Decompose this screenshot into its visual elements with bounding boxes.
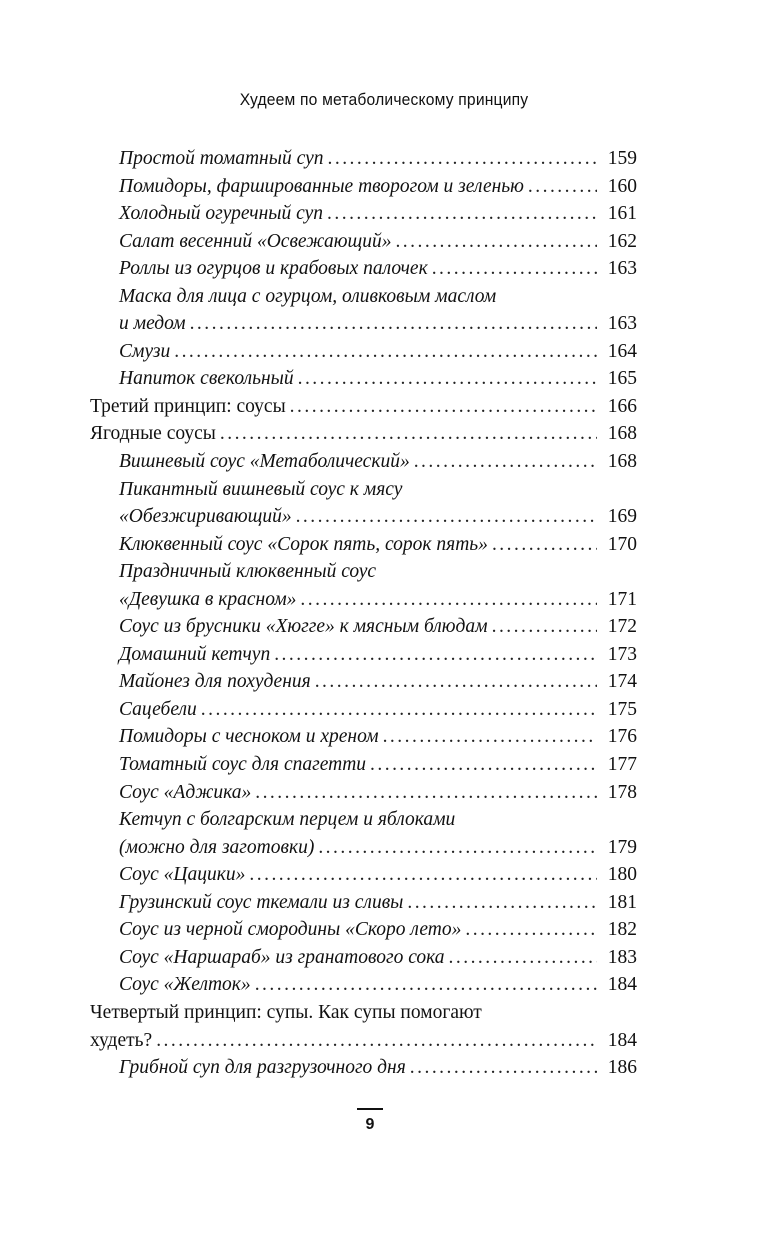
toc-entry bbox=[0, 999, 768, 1027]
toc-entry-page: 161 bbox=[607, 203, 637, 225]
toc-entry-line bbox=[119, 723, 637, 751]
toc-entry bbox=[0, 338, 768, 366]
toc-entry-title: Сацебели bbox=[119, 698, 197, 720]
toc-entry bbox=[0, 668, 768, 696]
toc-entry-page: 160 bbox=[607, 175, 637, 197]
toc-entry bbox=[0, 751, 768, 779]
toc-entry bbox=[0, 173, 768, 201]
toc-entry bbox=[0, 944, 768, 972]
toc-entry-title: Соус «Наршараб» из гранатового сока bbox=[119, 946, 445, 968]
toc-dot-leader bbox=[410, 1054, 597, 1082]
toc-entry-page: 164 bbox=[607, 340, 637, 362]
toc-entry bbox=[0, 448, 768, 476]
toc-entry bbox=[0, 503, 768, 531]
toc-entry-line bbox=[119, 283, 637, 311]
toc-entry bbox=[0, 971, 768, 999]
toc-dot-leader bbox=[492, 613, 597, 641]
toc-entry bbox=[0, 916, 768, 944]
toc-entry bbox=[0, 1054, 768, 1082]
toc-entry-page: 168 bbox=[607, 451, 637, 473]
toc-dot-leader bbox=[449, 944, 597, 972]
toc-entry bbox=[0, 861, 768, 889]
toc-entry bbox=[0, 641, 768, 669]
toc-entry-title: Салат весенний «Освежающий» bbox=[119, 230, 392, 252]
toc-entry bbox=[0, 255, 768, 283]
toc-entry-line bbox=[119, 696, 637, 724]
toc-dot-leader bbox=[298, 365, 597, 393]
toc-entry-page: 184 bbox=[607, 974, 637, 996]
toc-dot-leader bbox=[414, 448, 597, 476]
toc-entry-page: 177 bbox=[607, 754, 637, 776]
toc-entry bbox=[0, 228, 768, 256]
toc-entry-line bbox=[119, 145, 637, 173]
toc-entry-title: Соус «Желток» bbox=[119, 974, 251, 996]
toc-entry-line bbox=[90, 420, 637, 448]
toc-dot-leader bbox=[300, 586, 597, 614]
toc-entry bbox=[0, 613, 768, 641]
toc-entry-title: Помидоры, фаршированные творогом и зеленью bbox=[119, 175, 524, 197]
toc-entry bbox=[0, 586, 768, 614]
toc-entry-title: Томатный соус для спагетти bbox=[119, 754, 367, 776]
toc-entry-line bbox=[119, 531, 637, 559]
toc-entry bbox=[0, 558, 768, 586]
toc-entry-line bbox=[119, 779, 637, 807]
toc-entry-page: 166 bbox=[607, 395, 637, 417]
toc-entry-title: Смузи bbox=[119, 340, 171, 362]
toc-entry-line bbox=[119, 668, 637, 696]
toc-entry bbox=[0, 834, 768, 862]
toc-entry-page: 184 bbox=[607, 1029, 637, 1051]
toc-entry bbox=[0, 393, 768, 421]
toc-entry-page: 173 bbox=[607, 643, 637, 665]
toc-dot-leader bbox=[290, 393, 597, 421]
toc-entry bbox=[0, 420, 768, 448]
toc-entry-title: Грузинский соус ткемали из сливы bbox=[119, 891, 404, 913]
toc-entry-title: Соус «Цацики» bbox=[119, 864, 246, 886]
toc-entry-page: 178 bbox=[607, 781, 637, 803]
toc-dot-leader bbox=[370, 751, 597, 779]
toc-dot-leader bbox=[318, 834, 597, 862]
toc-entry-title: Третий принцип: соусы bbox=[90, 395, 286, 417]
toc-dot-leader bbox=[156, 1027, 597, 1055]
toc-entry bbox=[0, 365, 768, 393]
toc-entry-title: Четвертый принцип: супы. Как супы помогают bbox=[90, 1001, 482, 1023]
toc-entry-line bbox=[119, 586, 637, 614]
toc-entry-line bbox=[119, 255, 637, 283]
toc-entry-line bbox=[119, 448, 637, 476]
page-number-rule bbox=[357, 1108, 383, 1110]
toc-entry-title: Вишневый соус «Метаболический» bbox=[119, 451, 410, 473]
toc-entry-title: Соус из брусники «Хюгге» к мясным блюдам bbox=[119, 616, 488, 638]
toc-entry-page: 176 bbox=[607, 726, 637, 748]
toc-entry-page: 180 bbox=[607, 864, 637, 886]
toc-entry-line bbox=[119, 751, 637, 779]
toc-entry-title: (можно для заготовки) bbox=[119, 836, 315, 858]
toc-dot-leader bbox=[296, 503, 597, 531]
toc-entry-page: 169 bbox=[607, 506, 637, 528]
toc-entry-line bbox=[90, 393, 637, 421]
toc-entry-title: Холодный огуречный суп bbox=[119, 203, 324, 225]
toc-entry-line bbox=[119, 613, 637, 641]
toc-entry-title: Соус из черной смородины «Скоро лето» bbox=[119, 919, 462, 941]
toc-entry-line bbox=[119, 476, 637, 504]
toc-entry-line bbox=[119, 806, 637, 834]
toc-entry-page: 171 bbox=[607, 588, 637, 610]
toc-entry-page: 179 bbox=[607, 836, 637, 858]
toc-entry-page: 162 bbox=[607, 230, 637, 252]
toc-entry-title: и медом bbox=[119, 313, 186, 335]
toc-entry-line bbox=[119, 310, 637, 338]
toc-entry-title: Грибной суп для разгрузочного дня bbox=[119, 1057, 406, 1079]
toc-entry-line bbox=[119, 641, 637, 669]
toc-entry-line bbox=[119, 365, 637, 393]
toc-dot-leader bbox=[383, 723, 597, 751]
toc-dot-leader bbox=[328, 145, 598, 173]
toc-dot-leader bbox=[528, 173, 597, 201]
toc-entry-title: Пикантный вишневый соус к мясу bbox=[119, 478, 403, 500]
toc-entry bbox=[0, 806, 768, 834]
toc-entry bbox=[0, 696, 768, 724]
toc-entry-title: Домашний кетчуп bbox=[119, 643, 271, 665]
toc-entry-line bbox=[119, 889, 637, 917]
toc-entry-line bbox=[90, 1027, 637, 1055]
toc-entry-title: Майонез для похудения bbox=[119, 671, 311, 693]
toc-entry-title: Роллы из огурцов и крабовых палочек bbox=[119, 258, 428, 280]
toc-dot-leader bbox=[274, 641, 597, 669]
toc-dot-leader bbox=[432, 255, 597, 283]
toc-dot-leader bbox=[465, 916, 597, 944]
toc-dot-leader bbox=[201, 696, 597, 724]
toc-entry-title: Клюквенный соус «Сорок пять, сорок пять» bbox=[119, 533, 488, 555]
toc-entry-line bbox=[119, 1054, 637, 1082]
toc-dot-leader bbox=[249, 861, 597, 889]
toc-dot-leader bbox=[407, 889, 597, 917]
toc-entry-page: 182 bbox=[607, 919, 637, 941]
toc-entry-page: 183 bbox=[607, 946, 637, 968]
toc-entry-title: Простой томатный суп bbox=[119, 148, 324, 169]
toc-entry-title: «Девушка в красном» bbox=[119, 588, 297, 610]
toc-dot-leader bbox=[255, 779, 597, 807]
toc-entry-title: Ягодные соусы bbox=[90, 423, 216, 445]
toc-entry-line bbox=[90, 999, 637, 1027]
toc-entry-title: «Обезжиривающий» bbox=[119, 506, 292, 528]
toc-entry-line bbox=[119, 503, 637, 531]
toc-entry-line bbox=[119, 200, 637, 228]
toc-dot-leader bbox=[492, 531, 597, 559]
toc-entry bbox=[0, 889, 768, 917]
toc-entry-line bbox=[119, 558, 637, 586]
toc-entry-page: 159 bbox=[607, 148, 637, 169]
toc-dot-leader bbox=[395, 228, 597, 256]
toc-entry-line bbox=[119, 834, 637, 862]
toc-entry-line bbox=[119, 971, 637, 999]
toc-dot-leader bbox=[315, 668, 597, 696]
toc-entry-title: Помидоры с чесноком и хреном bbox=[119, 726, 379, 748]
toc-entry bbox=[0, 310, 768, 338]
toc-entry-title: Маска для лица с огурцом, оливковым маслом bbox=[119, 285, 497, 307]
toc-entry-page: 168 bbox=[607, 423, 637, 445]
toc-entry bbox=[0, 531, 768, 559]
toc-entry-title: Напиток свекольный bbox=[119, 368, 294, 390]
toc-entry-title: Соус «Аджика» bbox=[119, 781, 252, 803]
table-of-contents bbox=[0, 145, 768, 1082]
toc-entry-title: Праздничный клюквенный соус bbox=[119, 561, 377, 583]
toc-entry-line bbox=[119, 173, 637, 201]
toc-entry bbox=[0, 200, 768, 228]
toc-entry bbox=[0, 779, 768, 807]
toc-dot-leader bbox=[327, 200, 597, 228]
toc-entry-line bbox=[119, 861, 637, 889]
toc-entry bbox=[0, 283, 768, 311]
toc-entry bbox=[0, 145, 768, 173]
toc-entry-page: 165 bbox=[607, 368, 637, 390]
page-number: 9 bbox=[365, 1116, 375, 1133]
toc-entry-line bbox=[119, 916, 637, 944]
toc-entry-page: 175 bbox=[607, 698, 637, 720]
toc-entry bbox=[0, 1027, 768, 1055]
toc-entry bbox=[0, 723, 768, 751]
toc-entry-title: Кетчуп с болгарским перцем и яблоками bbox=[119, 809, 456, 831]
toc-entry-line bbox=[119, 944, 637, 972]
toc-dot-leader bbox=[255, 971, 597, 999]
toc-dot-leader bbox=[174, 338, 597, 366]
toc-entry bbox=[0, 476, 768, 504]
toc-entry-page: 174 bbox=[607, 671, 637, 693]
toc-entry-page: 163 bbox=[607, 313, 637, 335]
toc-entry-page: 170 bbox=[607, 533, 637, 555]
toc-entry-page: 172 bbox=[607, 616, 637, 638]
toc-entry-title: худеть? bbox=[90, 1029, 153, 1051]
toc-dot-leader bbox=[220, 420, 597, 448]
toc-entry-page: 186 bbox=[607, 1057, 637, 1079]
running-header: Худеем по метаболическому принципу bbox=[239, 90, 529, 109]
toc-entry-line bbox=[119, 228, 637, 256]
toc-dot-leader bbox=[190, 310, 597, 338]
toc-entry-page: 163 bbox=[607, 258, 637, 280]
toc-entry-page: 181 bbox=[607, 891, 637, 913]
toc-entry-line bbox=[119, 338, 637, 366]
